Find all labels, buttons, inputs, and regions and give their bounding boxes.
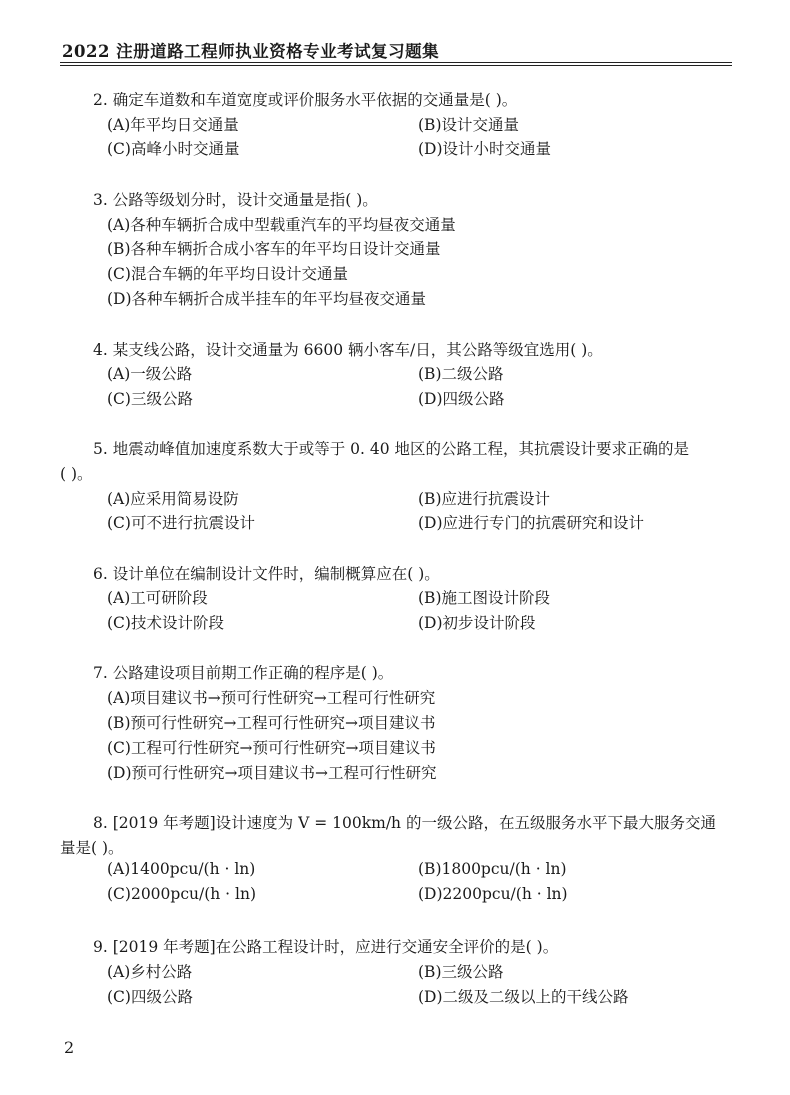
question-stem-continued: ( )。: [60, 465, 93, 483]
option-a: (A)乡村公路: [107, 963, 193, 981]
option-b: (B)二级公路: [418, 365, 504, 383]
header-rule: [60, 62, 732, 66]
option-c: (C)技术设计阶段: [107, 614, 224, 632]
question-stem: 6. 设计单位在编制设计文件时，编制概算应在( )。: [93, 565, 440, 583]
option-b: (B)应进行抗震设计: [418, 490, 550, 508]
option-a: (A)一级公路: [107, 365, 193, 383]
option-c: (C)工程可行性研究→预可行性研究→项目建议书: [107, 739, 436, 757]
question-stem: 7. 公路建设项目前期工作正确的程序是( )。: [93, 664, 394, 682]
option-d: (D)预可行性研究→项目建议书→工程可行性研究: [107, 764, 437, 782]
question-stem: 3. 公路等级划分时，设计交通量是指( )。: [93, 191, 378, 209]
page-number: 2: [64, 1038, 75, 1057]
option-b: (B)设计交通量: [418, 116, 519, 134]
question-stem: 8. [2019 年考题]设计速度为 V = 100km/h 的一级公路，在五级服务水平下最大服务交通: [93, 814, 716, 832]
option-d: (D)初步设计阶段: [418, 614, 536, 632]
option-d: (D)2200pcu/(h · ln): [418, 885, 568, 903]
question-stem: 9. [2019 年考题]在公路工程设计时，应进行交通安全评价的是( )。: [93, 938, 559, 956]
option-a: (A)应采用简易设防: [107, 490, 239, 508]
option-b: (B)三级公路: [418, 963, 504, 981]
option-b: (B)各种车辆折合成小客车的年平均日设计交通量: [107, 240, 441, 258]
question-stem: 5. 地震动峰值加速度系数大于或等于 0. 40 地区的公路工程，其抗震设计要求正确的是: [93, 440, 690, 458]
option-c: (C)可不进行抗震设计: [107, 514, 255, 532]
question-stem: 2. 确定车道数和车道宽度或评价服务水平依据的交通量是( )。: [93, 91, 518, 109]
option-a: (A)项目建议书→预可行性研究→工程可行性研究: [107, 689, 436, 707]
option-c: (C)2000pcu/(h · ln): [107, 885, 257, 903]
option-c: (C)四级公路: [107, 988, 193, 1006]
option-c: (C)混合车辆的年平均日设计交通量: [107, 265, 348, 283]
option-b: (B)1800pcu/(h · ln): [418, 860, 567, 878]
question-stem: 4. 某支线公路，设计交通量为 6600 辆小客车/日，其公路等级宜选用( )。: [93, 341, 603, 359]
option-d: (D)四级公路: [418, 390, 505, 408]
option-d: (D)设计小时交通量: [418, 140, 552, 158]
option-d: (D)二级及二级以上的干线公路: [418, 988, 629, 1006]
option-c: (C)高峰小时交通量: [107, 140, 240, 158]
option-c: (C)三级公路: [107, 390, 193, 408]
option-a: (A)年平均日交通量: [107, 116, 239, 134]
option-b: (B)施工图设计阶段: [418, 589, 550, 607]
option-b: (B)预可行性研究→工程可行性研究→项目建议书: [107, 714, 436, 732]
option-d: (D)各种车辆折合成半挂车的年平均昼夜交通量: [107, 290, 427, 308]
question-stem-continued: 量是( )。: [60, 839, 124, 857]
option-a: (A)各种车辆折合成中型载重汽车的平均昼夜交通量: [107, 216, 456, 234]
option-a: (A)1400pcu/(h · ln): [107, 860, 256, 878]
option-a: (A)工可研阶段: [107, 589, 208, 607]
option-d: (D)应进行专门的抗震研究和设计: [418, 514, 645, 532]
running-header-title: 2022 注册道路工程师执业资格专业考试复习题集: [62, 42, 440, 61]
